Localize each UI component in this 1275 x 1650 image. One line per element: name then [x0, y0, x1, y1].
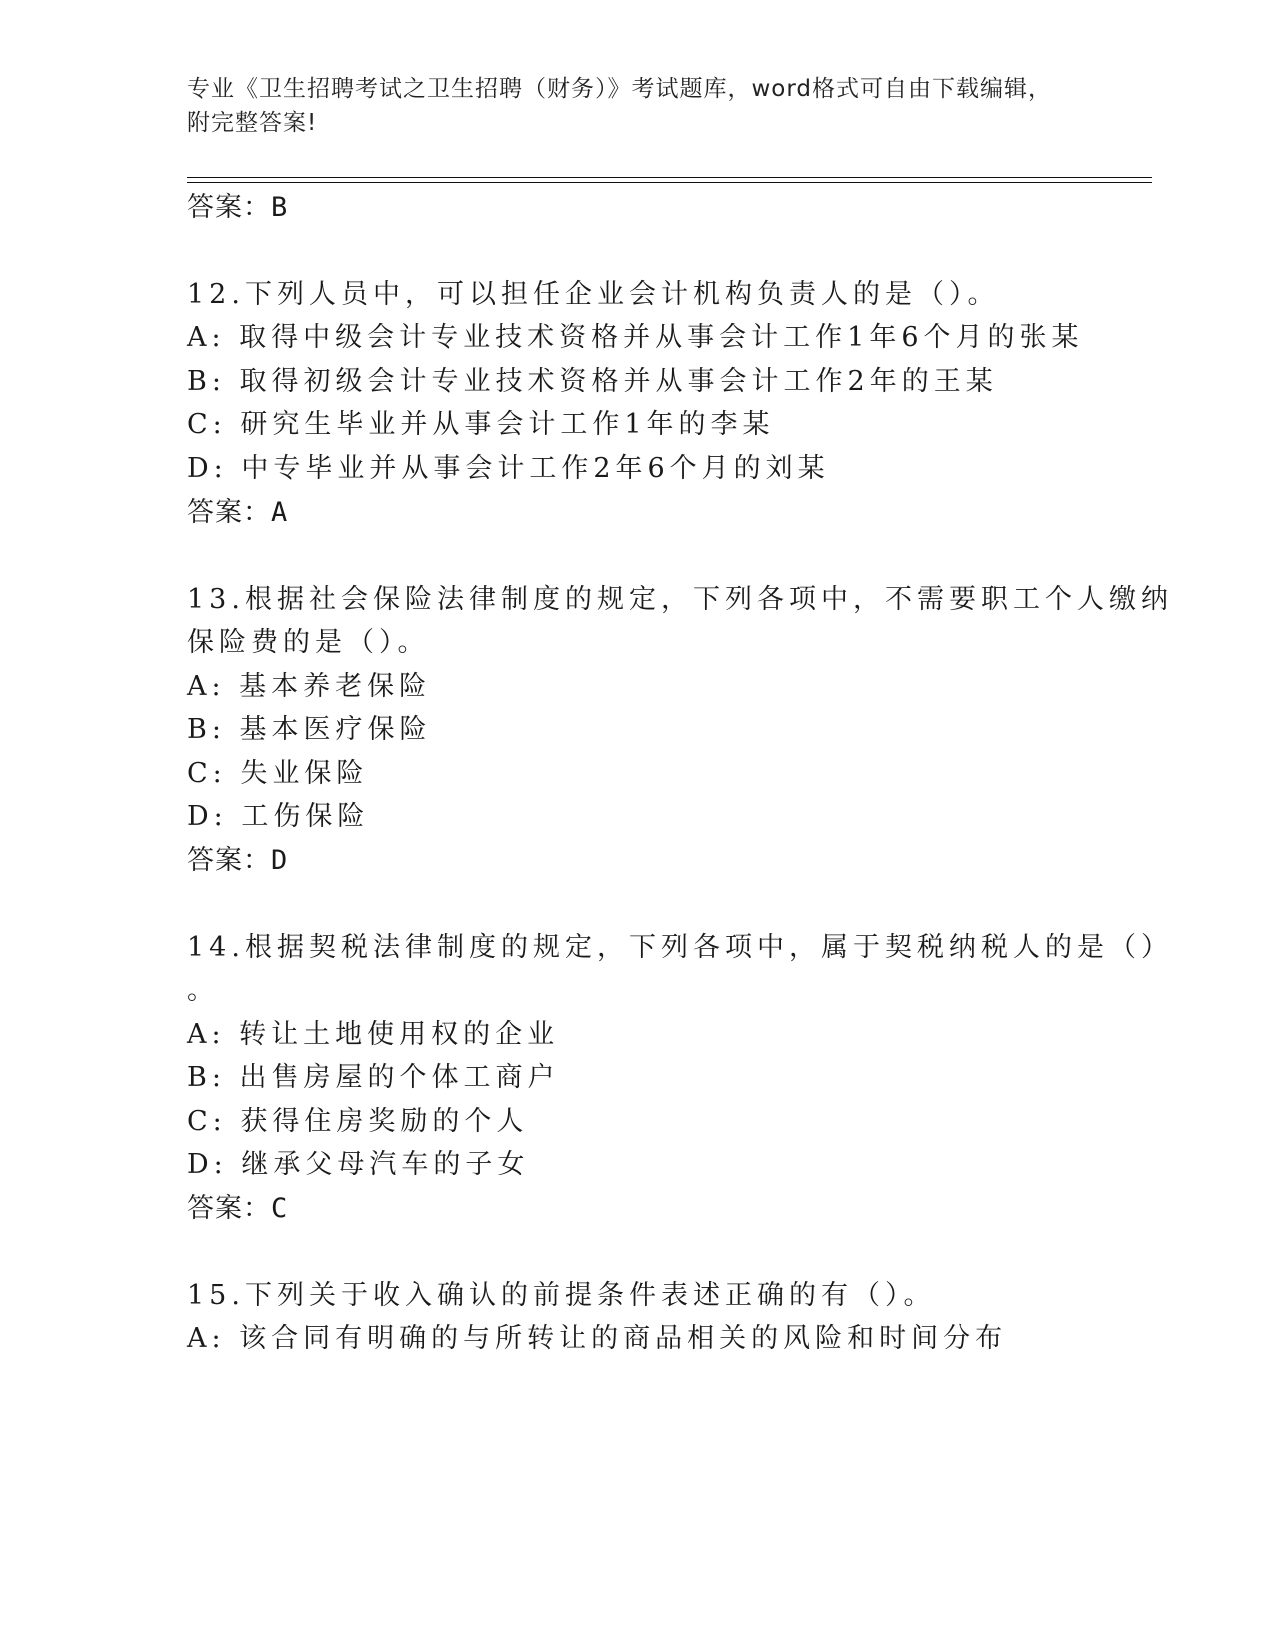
answer-label: 答案： — [187, 845, 271, 876]
option-d: D: 继承父母汽车的子女 — [187, 1149, 530, 1180]
answer-value: C — [271, 1193, 289, 1224]
option-d: D: 工伤保险 — [187, 801, 370, 832]
answer-line — [187, 1186, 288, 1225]
answer-label: 答案： — [187, 497, 271, 528]
option-b: B: 取得初级会计专业技术资格并从事会计工作2年的王某 — [187, 366, 998, 397]
option-c: C: 研究生毕业并从事会计工作1年的李某 — [187, 409, 775, 440]
answer-label: 答案： — [187, 192, 271, 223]
header-divider-bottom — [187, 182, 1152, 183]
option-c: C: 获得住房奖励的个人 — [187, 1106, 529, 1137]
option-a: A: 取得中级会计专业技术资格并从事会计工作1年6个月的张某 — [187, 322, 1084, 353]
document-header: 专业《卫生招聘考试之卫生招聘（财务）》考试题库，word格式可自由下载编辑，附完整答案! — [187, 76, 1053, 136]
question-stem: 13.根据社会保险法律制度的规定，下列各项中，不需要职工个人缴纳 — [187, 584, 1173, 615]
question-stem-continued: 保险费的是（）。 — [187, 627, 430, 658]
answer-value: A — [271, 497, 289, 528]
option-a: A: 该合同有明确的与所转让的商品相关的风险和时间分布 — [187, 1323, 1008, 1354]
header-divider-top — [187, 177, 1152, 178]
answer-line — [187, 490, 288, 529]
option-a: A: 转让土地使用权的企业 — [187, 1019, 560, 1050]
answer-value: D — [271, 845, 289, 876]
question-stem: 15.下列关于收入确认的前提条件表述正确的有（）。 — [187, 1280, 936, 1311]
question-stem: 12.下列人员中，可以担任企业会计机构负责人的是（）。 — [187, 279, 1000, 310]
answer-value: B — [271, 192, 289, 223]
answer-label: 答案： — [187, 1193, 271, 1224]
option-a: A: 基本养老保险 — [187, 671, 432, 702]
option-b: B: 出售房屋的个体工商户 — [187, 1062, 560, 1093]
question-stem-continued: 。 — [187, 975, 219, 1006]
option-c: C: 失业保险 — [187, 758, 369, 789]
question-stem: 14.根据契税法律制度的规定，下列各项中，属于契税纳税人的是（） — [187, 932, 1173, 963]
answer-line — [187, 838, 288, 877]
option-d: D: 中专毕业并从事会计工作2年6个月的刘某 — [187, 453, 830, 484]
answer-line — [187, 185, 288, 224]
option-b: B: 基本医疗保险 — [187, 714, 432, 745]
